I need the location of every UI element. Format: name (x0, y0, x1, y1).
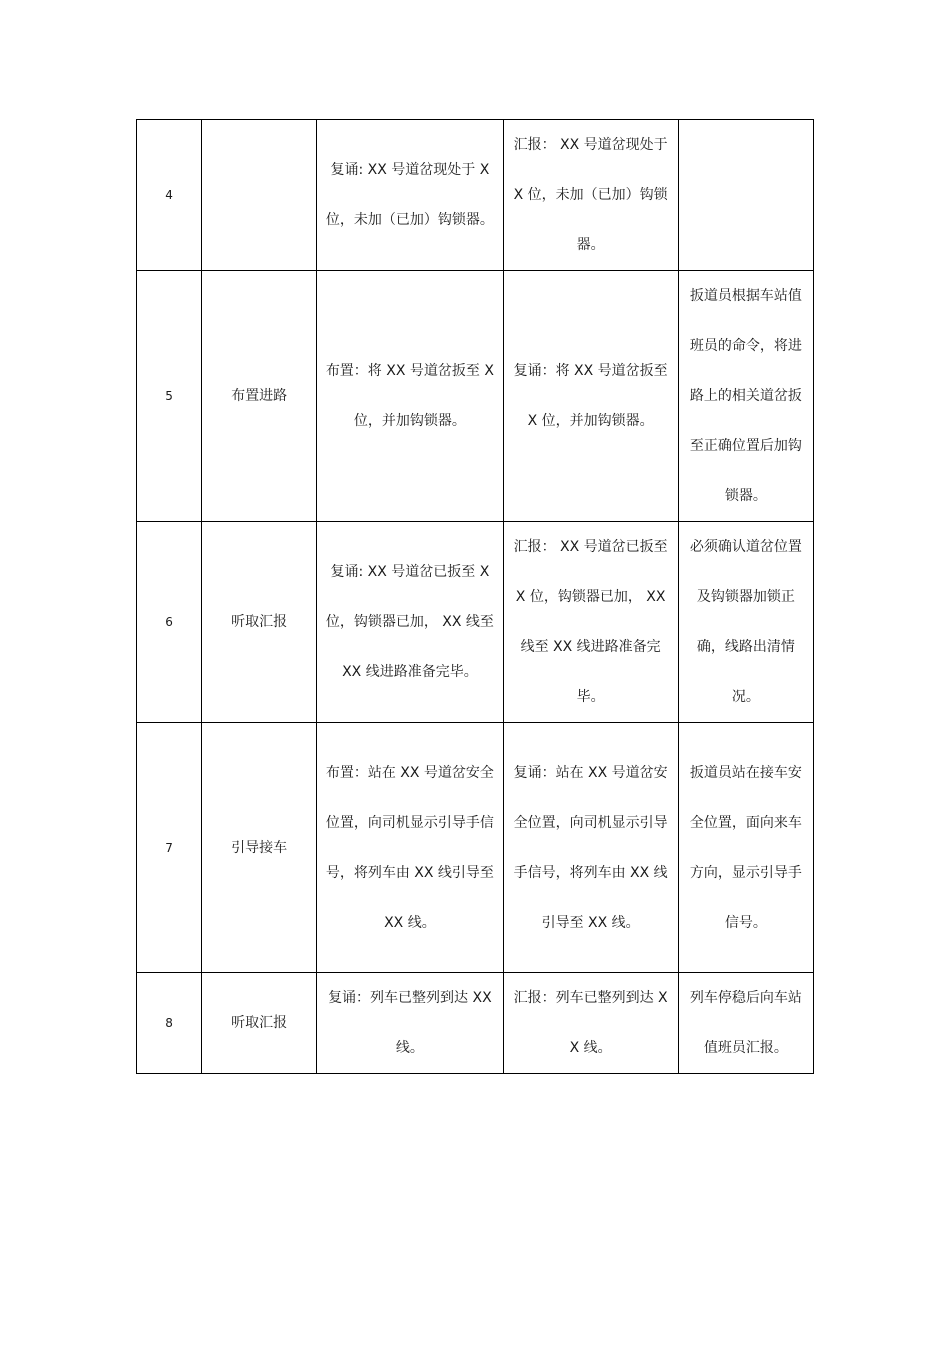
command-cell: 复诵: XX 号道岔现处于 X 位，未加（已加）钩锁器。 (317, 120, 503, 271)
response-cell: 复诵：将 XX 号道岔扳至 X 位，并加钩锁器。 (503, 271, 678, 522)
step-number: 6 (137, 522, 202, 723)
command-cell: 复诵: XX 号道岔已扳至 X 位，钩锁器已加， XX 线至 XX 线进路准备完毕。 (317, 522, 503, 723)
response-cell: 复诵：站在 XX 号道岔安全位置，向司机显示引导手信号，将列车由 XX 线引导至 XX 线。 (503, 723, 678, 973)
table-row (137, 723, 814, 973)
response-cell: 汇报： XX 号道岔现处于 X 位，未加（已加）钩锁器。 (503, 120, 678, 271)
stage-cell: 布置进路 (202, 271, 317, 522)
note-cell: 必须确认道岔位置及钩锁器加锁正确，线路出清情况。 (678, 522, 813, 723)
table-row (137, 271, 814, 522)
table-row (137, 973, 814, 1074)
note-cell: 列车停稳后向车站值班员汇报。 (678, 973, 813, 1074)
step-number: 7 (137, 723, 202, 973)
table-row (137, 522, 814, 723)
response-cell: 汇报： XX 号道岔已扳至 X 位，钩锁器已加， XX 线至 XX 线进路准备完毕。 (503, 522, 678, 723)
procedure-table (136, 119, 814, 1074)
stage-cell: 听取汇报 (202, 522, 317, 723)
note-cell (678, 120, 813, 271)
step-number: 5 (137, 271, 202, 522)
table-row (137, 120, 814, 271)
response-cell: 汇报：列车已整列到达 XX 线。 (503, 973, 678, 1074)
step-number: 8 (137, 973, 202, 1074)
stage-cell (202, 120, 317, 271)
command-cell: 布置：将 XX 号道岔扳至 X 位，并加钩锁器。 (317, 271, 503, 522)
note-cell: 扳道员站在接车安全位置，面向来车方向，显示引导手信号。 (678, 723, 813, 973)
note-cell: 扳道员根据车站值班员的命令，将进路上的相关道岔扳至正确位置后加钩锁器。 (678, 271, 813, 522)
command-cell: 布置：站在 XX 号道岔安全位置，向司机显示引导手信号，将列车由 XX 线引导至 XX 线。 (317, 723, 503, 973)
step-number: 4 (137, 120, 202, 271)
stage-cell: 引导接车 (202, 723, 317, 973)
command-cell: 复诵：列车已整列到达 XX 线。 (317, 973, 503, 1074)
stage-cell: 听取汇报 (202, 973, 317, 1074)
